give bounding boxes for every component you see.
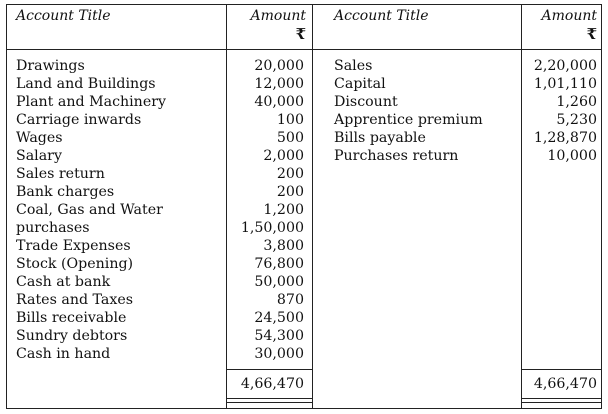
debit-amount: 76,800 <box>254 256 304 272</box>
credit-account-title: Apprentice premium <box>334 112 483 128</box>
credit-account-title: Capital <box>334 76 386 92</box>
debit-account-title: Bills receivable <box>16 310 127 326</box>
debit-amount: 1,200 <box>263 202 304 218</box>
debit-amount: 200 <box>276 184 304 200</box>
credit-account-title: Bills payable <box>334 130 426 146</box>
debit-amount: 2,000 <box>263 148 304 164</box>
total-double-rule-left <box>226 402 312 403</box>
debit-account-title: Rates and Taxes <box>16 292 134 308</box>
debit-amount: 870 <box>276 292 304 308</box>
trial-balance-table <box>6 4 602 409</box>
debit-account-title: Stock (Opening) <box>16 256 134 272</box>
credit-currency-symbol: ₹ <box>586 25 597 43</box>
debit-amount: 500 <box>276 130 304 146</box>
debit-amount: 40,000 <box>254 94 304 110</box>
debit-amount: 24,500 <box>254 310 304 326</box>
credit-amount: 2,20,000 <box>533 58 597 74</box>
credit-total: 4,66,470 <box>533 376 597 392</box>
debit-account-list <box>16 57 221 363</box>
debit-account-title: Sundry debtors <box>16 328 128 344</box>
debit-amount: 30,000 <box>254 346 304 362</box>
debit-account-title: Carriage inwards <box>16 112 142 128</box>
debit-amount: 50,000 <box>254 274 304 290</box>
header-divider <box>7 49 601 50</box>
credit-amount: 1,28,870 <box>533 130 597 146</box>
debit-account-title: purchases <box>16 220 90 236</box>
debit-account-title: Land and Buildings <box>16 76 156 92</box>
debit-title-header: Account Title <box>16 8 111 24</box>
debit-total: 4,66,470 <box>240 376 304 392</box>
debit-account-title: Cash in hand <box>16 346 111 362</box>
debit-amount: 100 <box>276 112 304 128</box>
debit-currency-symbol: ₹ <box>295 25 306 43</box>
debit-amount: 20,000 <box>254 58 304 74</box>
column-divider <box>312 5 313 408</box>
debit-amount-header: Amount <box>250 8 306 24</box>
credit-amount-list <box>521 57 597 165</box>
total-double-rule-right <box>521 398 602 399</box>
credit-amount: 5,230 <box>556 112 597 128</box>
debit-account-title: Plant and Machinery <box>16 94 167 110</box>
debit-amount: 12,000 <box>254 76 304 92</box>
credit-account-title: Sales <box>334 58 373 74</box>
debit-account-title: Bank charges <box>16 184 115 200</box>
debit-amount: 3,800 <box>263 238 304 254</box>
credit-account-title: Purchases return <box>334 148 459 164</box>
credit-amount-header: Amount <box>541 8 597 24</box>
credit-account-title: Discount <box>334 94 398 110</box>
debit-amount: 200 <box>276 166 304 182</box>
debit-amount-list <box>226 57 304 363</box>
credit-account-list <box>334 57 519 165</box>
total-double-rule-right <box>521 402 602 403</box>
debit-account-title: Drawings <box>16 58 85 74</box>
debit-account-title: Salary <box>16 148 62 164</box>
debit-account-title: Wages <box>16 130 63 146</box>
credit-title-header: Account Title <box>334 8 429 24</box>
debit-account-title: Sales return <box>16 166 105 182</box>
credit-amount: 10,000 <box>547 148 597 164</box>
credit-amount: 1,260 <box>556 94 597 110</box>
debit-account-title: Trade Expenses <box>16 238 131 254</box>
total-double-rule-left <box>226 398 312 399</box>
credit-amount: 1,01,110 <box>533 76 597 92</box>
debit-account-title: Cash at bank <box>16 274 111 290</box>
debit-amount: 54,300 <box>254 328 304 344</box>
debit-account-title: Coal, Gas and Water <box>16 202 163 218</box>
total-rule-right <box>521 369 602 370</box>
total-rule-left <box>226 369 312 370</box>
debit-amount: 1,50,000 <box>240 220 304 236</box>
